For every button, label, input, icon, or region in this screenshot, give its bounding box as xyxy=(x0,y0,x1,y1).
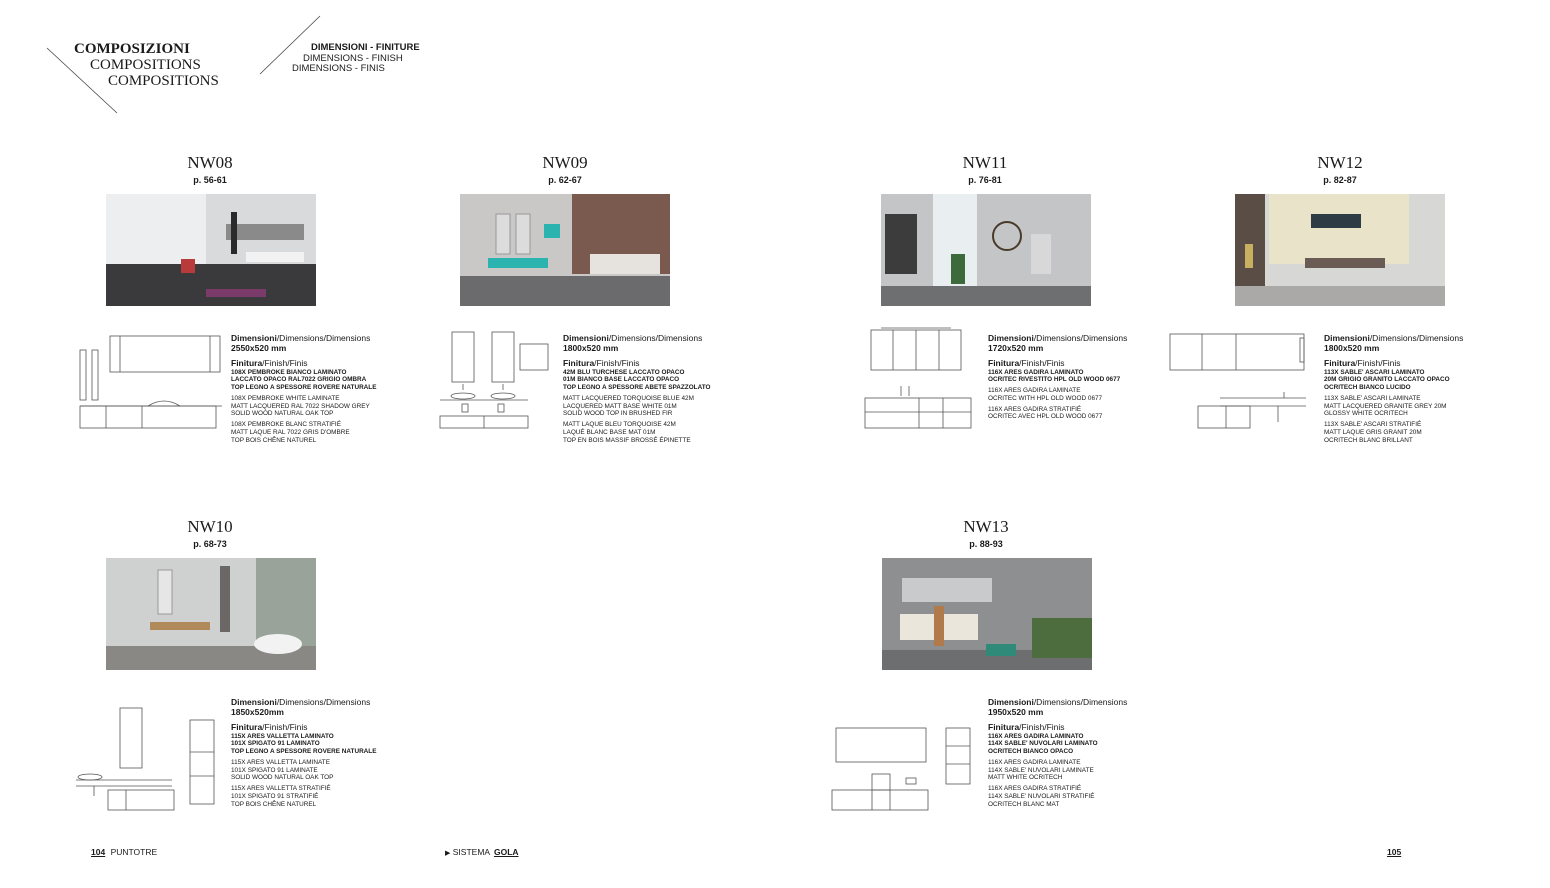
composition-drawing xyxy=(76,330,226,430)
composition-spec: Dimensioni/Dimensions/Dimensions 2550x520 mm Finitura/Finish/Finis 108X PEMBROKE BIANCO LAMINATO LACCATO OPACO RAL7022 GRIGIO OMBRA TOP LEGNO A SPESSORE ROVERE NATURALE 108X PEMBROKE WHITE LAMINATE MATT LACQUERED RAL 7022 SHADOW GREY SOLID WOOD NATURAL OAK TOP 108X PEMBROKE BLANC STRATIFIÉ MATT LAQUE RAL 7022 GRIS D'OMBRE TOP BOIS CHÊNE NATUREL xyxy=(231,334,431,445)
brand-name: PUNTOTRE xyxy=(110,847,158,857)
composition-photo xyxy=(106,194,316,306)
dimensions-value: 1850x520mm xyxy=(231,706,284,717)
composition-pages: p. 56-61 xyxy=(193,175,227,185)
composition-drawing xyxy=(1166,330,1312,432)
finish-fr: MATT LAQUE BLEU TORQUOISE 42M LAQUÉ BLANC BASE MAT 01M TOP EN BOIS MASSIF BROSSÉ ÉPINETTE xyxy=(563,421,691,444)
finish-fr: 115X ARES VALLETTA STRATIFIÉ 101X SPIGATO 91 STRATIFIÉ TOP BOIS CHÊNE NATUREL xyxy=(231,785,331,808)
composition-pages: p. 88-93 xyxy=(969,539,1003,549)
composition-code: NW09 xyxy=(542,153,588,172)
dimensions-value: 2550x520 mm xyxy=(231,342,287,353)
dim-heading-en: DIMENSIONS - FINISH xyxy=(303,52,403,64)
heading-en: COMPOSITIONS xyxy=(90,57,201,73)
finish-fr: 116X ARES GADIRA STRATIFIÉ 114X SABLE' NUVOLARI STRATIFIÉ OCRITECH BLANC MAT xyxy=(988,785,1095,808)
composition-photo xyxy=(106,558,316,670)
heading-it: COMPOSIZIONI xyxy=(74,41,190,57)
dimensions-value: 1800x520 mm xyxy=(1324,342,1380,353)
composition-spec: Dimensioni/Dimensions/Dimensions 1800x520 mm Finitura/Finish/Finis 42M BLU TURCHESE LACCATO OPACO 01M BIANCO BASE LACCATO OPACO TOP LEGNO A SPESSORE ABETE SPAZZOLATO MATT LACQUERED TORQUOISE BLUE 42M LACQUERED MATT BASE WHITE 01M SOLID WOOD TOP IN BRUSHED FIR MATT LAQUE BLEU TORQUOISE 42M LAQUÉ BLANC BASE MAT 01M TOP EN BOIS MASSIF BROSSÉ ÉPINETTE xyxy=(563,334,763,445)
system-prefix: SISTEMA xyxy=(452,847,490,857)
composition-photo xyxy=(882,558,1092,670)
dim-heading-fr: DIMENSIONS - FINIS xyxy=(292,63,385,74)
composition-photo xyxy=(1235,194,1445,306)
finish-it: 116X ARES GADIRA LAMINATO OCRITEC RIVESTITO HPL OLD WOOD 0677 xyxy=(988,368,1121,384)
page-number-left: 104 xyxy=(91,847,106,857)
page-number-right: 105 xyxy=(1387,847,1402,857)
finish-fr: 113X SABLE' ASCARI STRATIFIÉ MATT LAQUE GRIS GRANIT 20M OCRITECH BLANC BRILLANT xyxy=(1324,421,1422,444)
composition-spec: Dimensioni/Dimensions/Dimensions 1950x520 mm Finitura/Finish/Finis 116X ARES GADIRA LAMINATO 114X SABLE' NUVOLARI LAMINATO OCRITECH BIANCO OPACO 116X ARES GADIRA LAMINATE 114X SABLE' NUVOLARI LAMINATE MATT WHITE OCRITECH 116X ARES GADIRA STRATIFIÉ 114X SABLE' NUVOLARI STRATIFIÉ OCRITECH BLANC MAT xyxy=(988,698,1188,809)
composition-code: NW12 xyxy=(1317,153,1363,172)
composition-spec: Dimensioni/Dimensions/Dimensions 1720x520 mm Finitura/Finish/Finis 116X ARES GADIRA LAMINATO OCRITEC RIVESTITO HPL OLD WOOD 0677 116X ARES GADIRA LAMINATE OCRITEC WITH HPL OLD WOOD 0677 116X ARES GADIRA STRATIFIÉ OCRITEC AVEC HPL OLD WOOD 0677 xyxy=(988,334,1188,421)
footer-right xyxy=(1387,847,1401,857)
composition-drawing xyxy=(828,724,978,814)
finish-en: 115X ARES VALLETTA LAMINATE 101X SPIGATO 91 LAMINATE SOLID WOOD NATURAL OAK TOP xyxy=(231,758,334,782)
finish-en: 113X SABLE' ASCARI LAMINATE MATT LACQUERED GRANITE GREY 20M GLOSSY WHITE OCRITECH xyxy=(1324,394,1447,418)
compositions-heading xyxy=(74,41,219,89)
composition-pages: p. 82-87 xyxy=(1323,175,1357,185)
composition-code: NW08 xyxy=(187,153,233,172)
composition-code: NW10 xyxy=(187,517,233,536)
footer-center xyxy=(445,847,519,857)
composition-code: NW11 xyxy=(962,153,1008,172)
dimensions-heading xyxy=(292,43,420,75)
finish-it: 113X SABLE' ASCARI LAMINATO 20M GRIGIO GRANITO LACCATO OPACO OCRITECH BIANCO LUCIDO xyxy=(1324,368,1450,392)
composition-spec: Dimensioni/Dimensions/Dimensions 1800x520 mm Finitura/Finish/Finis 113X SABLE' ASCARI LAMINATO 20M GRIGIO GRANITO LACCATO OPACO OCRITECH BIANCO LUCIDO 113X SABLE' ASCARI LAMINATE MATT LACQUERED GRANITE GREY 20M GLOSSY WHITE OCRITECH 113X SABLE' ASCARI STRATIFIÉ MATT LAQUE GRIS GRANIT 20M OCRITECH BLANC BRILLANT xyxy=(1324,334,1524,445)
finish-it: 108X PEMBROKE BIANCO LAMINATO LACCATO OPACO RAL7022 GRIGIO OMBRA TOP LEGNO A SPESSORE ROVERE NATURALE xyxy=(231,368,377,392)
heading-fr: COMPOSITIONS xyxy=(108,73,219,89)
composition-pages: p. 76-81 xyxy=(968,175,1002,185)
finish-en: MATT LACQUERED TORQUOISE BLUE 42M LACQUERED MATT BASE WHITE 01M SOLID WOOD TOP IN BRUSHED FIR xyxy=(563,394,694,418)
composition-drawing xyxy=(72,704,222,812)
dimensions-value: 1950x520 mm xyxy=(988,706,1044,717)
finish-it: 116X ARES GADIRA LAMINATO 114X SABLE' NUVOLARI LAMINATO OCRITECH BIANCO OPACO xyxy=(988,732,1098,756)
composition-pages: p. 68-73 xyxy=(193,539,227,549)
footer-left xyxy=(91,847,157,857)
finish-en: 116X ARES GADIRA LAMINATE 114X SABLE' NUVOLARI LAMINATE MATT WHITE OCRITECH xyxy=(988,758,1094,782)
composition-photo xyxy=(460,194,670,306)
finish-fr: 116X ARES GADIRA STRATIFIÉ OCRITEC AVEC HPL OLD WOOD 0677 xyxy=(988,405,1103,421)
dimensions-value: 1720x520 mm xyxy=(988,342,1044,353)
composition-pages: p. 62-67 xyxy=(548,175,582,185)
finish-it: 115X ARES VALLETTA LAMINATO 101X SPIGATO 91 LAMINATO TOP LEGNO A SPESSORE ROVERE NATURALE xyxy=(231,732,377,756)
system-name: GOLA xyxy=(493,847,519,857)
finish-en: 108X PEMBROKE WHITE LAMINATE MATT LACQUERED RAL 7022 SHADOW GREY SOLID WOOD NATURAL OAK TOP xyxy=(231,394,370,418)
finish-it: 42M BLU TURCHESE LACCATO OPACO 01M BIANCO BASE LACCATO OPACO TOP LEGNO A SPESSORE ABETE SPAZZOLATO xyxy=(563,368,711,392)
finish-fr: 108X PEMBROKE BLANC STRATIFIÉ MATT LAQUE RAL 7022 GRIS D'OMBRE TOP BOIS CHÊNE NATUREL xyxy=(231,421,350,444)
finish-en: 116X ARES GADIRA LAMINATE OCRITEC WITH HPL OLD WOOD 0677 xyxy=(988,387,1103,402)
composition-photo xyxy=(881,194,1091,306)
composition-drawing xyxy=(861,326,975,432)
triangle-icon: ▶ xyxy=(445,850,451,857)
dim-heading-it: DIMENSIONI - FINITURE xyxy=(311,42,420,53)
dimensions-value: 1800x520 mm xyxy=(563,342,619,353)
composition-code: NW13 xyxy=(963,517,1009,536)
composition-spec: Dimensioni/Dimensions/Dimensions 1850x520mm Finitura/Finish/Finis 115X ARES VALLETTA LAMINATO 101X SPIGATO 91 LAMINATO TOP LEGNO A SPESSORE ROVERE NATURALE 115X ARES VALLETTA LAMINATE 101X SPIGATO 91 LAMINATE SOLID WOOD NATURAL OAK TOP 115X ARES VALLETTA STRATIFIÉ 101X SPIGATO 91 STRATIFIÉ TOP BOIS CHÊNE NATUREL xyxy=(231,698,431,809)
composition-drawing xyxy=(436,326,552,432)
